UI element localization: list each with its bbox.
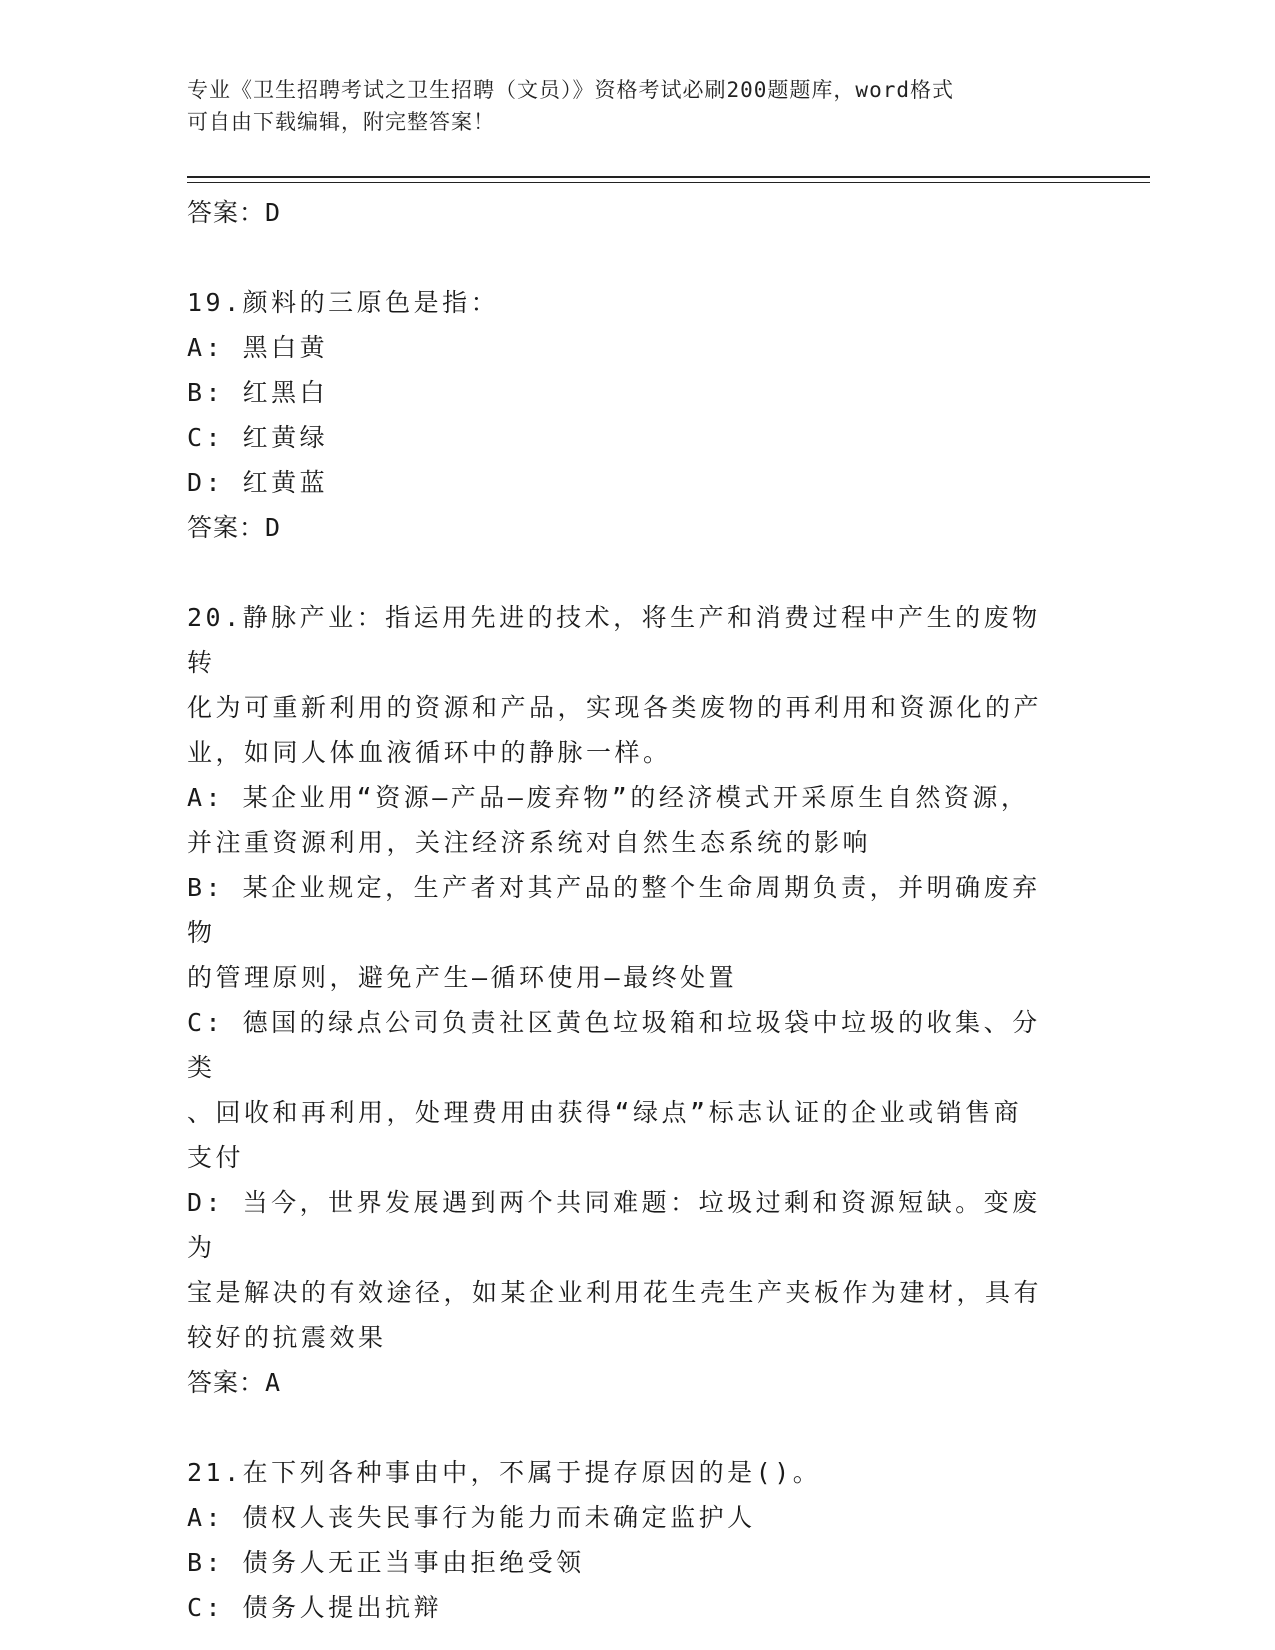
question-content	[187, 190, 1067, 1630]
header-rule-thick	[187, 176, 1150, 178]
spacer	[187, 1405, 1067, 1450]
question-20-option-d-line: D: 当今，世界发展遇到两个共同难题：垃圾过剩和资源短缺。变废为	[187, 1188, 1041, 1262]
question-20-stem-line: 20.静脉产业：指运用先进的技术，将生产和消费过程中产生的废物转	[187, 603, 1041, 677]
question-19-option-d: D: 红黄蓝	[187, 468, 329, 497]
header-line-1: 专业《卫生招聘考试之卫生招聘（文员）》资格考试必刷200题题库，word格式	[187, 78, 954, 102]
question-19	[187, 280, 1067, 550]
question-20-option-c-line: C: 德国的绿点公司负责社区黄色垃圾箱和垃圾袋中垃圾的收集、分类	[187, 1008, 1041, 1082]
question-19-option-a: A: 黑白黄	[187, 333, 329, 362]
spacer	[187, 550, 1067, 595]
question-20-stem-line: 业，如同人体血液循环中的静脉一样。	[187, 738, 672, 767]
question-19-answer: 答案：D	[187, 513, 282, 542]
question-21-option-b: B: 债务人无正当事由拒绝受领	[187, 1548, 585, 1577]
question-20-option-d-line: 较好的抗震效果	[187, 1323, 387, 1352]
question-20-option-c-line: 支付	[187, 1143, 245, 1172]
question-20-option-b-line: B: 某企业规定，生产者对其产品的整个生命周期负责，并明确废弃物	[187, 873, 1041, 947]
question-19-option-b: B: 红黑白	[187, 378, 329, 407]
question-21-option-a: A: 债权人丧失民事行为能力而未确定监护人	[187, 1503, 756, 1532]
question-20-stem-line: 化为可重新利用的资源和产品，实现各类废物的再利用和资源化的产	[187, 693, 1043, 722]
prev-answer: 答案：D	[187, 198, 282, 227]
question-21-option-c: C: 债务人提出抗辩	[187, 1593, 443, 1622]
header-line-2: 可自由下载编辑，附完整答案！	[187, 110, 495, 134]
question-20-option-b-line: 的管理原则，避免产生—循环使用—最终处置	[187, 963, 738, 992]
question-21	[187, 1450, 1067, 1630]
question-20-option-a-line: 并注重资源利用，关注经济系统对自然生态系统的影响	[187, 828, 872, 857]
question-19-option-c: C: 红黄绿	[187, 423, 329, 452]
spacer	[187, 235, 1067, 280]
page-header	[187, 74, 1067, 138]
header-rule-thin	[187, 182, 1150, 183]
question-19-stem: 19.颜料的三原色是指：	[187, 288, 500, 317]
question-20-option-a-line: A: 某企业用“资源—产品—废弃物”的经济模式开采原生自然资源，	[187, 783, 1030, 812]
question-21-stem: 21.在下列各种事由中，不属于提存原因的是()。	[187, 1458, 822, 1487]
question-20	[187, 595, 1067, 1405]
question-20-option-c-line: 、回收和再利用，处理费用由获得“绿点”标志认证的企业或销售商	[187, 1098, 1023, 1127]
question-20-answer: 答案：A	[187, 1368, 282, 1397]
question-20-option-d-line: 宝是解决的有效途径，如某企业利用花生壳生产夹板作为建材，具有	[187, 1278, 1043, 1307]
